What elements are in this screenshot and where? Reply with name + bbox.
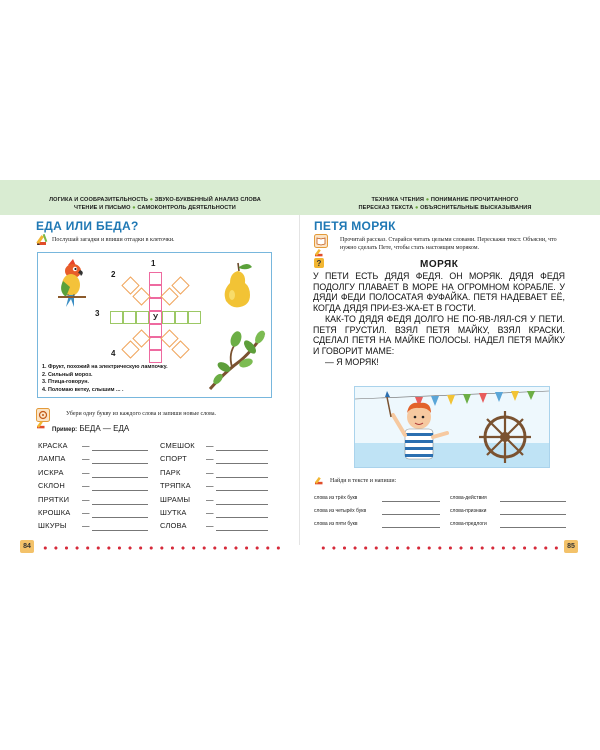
- answer-line[interactable]: [500, 514, 566, 515]
- page-spine: [299, 215, 300, 545]
- crossword-number-4: 4: [111, 349, 116, 358]
- word-right: СМЕШОК: [160, 441, 195, 450]
- clue-4: 4. Поломаю ветку, слышим ... .: [42, 386, 124, 393]
- word-left: ШКУРЫ: [38, 521, 67, 531]
- dotted-border-left: [40, 546, 280, 550]
- left-page-title: ЕДА ИЛИ БЕДА?: [36, 219, 139, 233]
- answer-line[interactable]: [216, 463, 268, 464]
- word-dash: —: [82, 454, 90, 464]
- answer-line[interactable]: [382, 514, 440, 515]
- answer-label: слова из трёх букв: [314, 495, 358, 501]
- answer-line[interactable]: [92, 450, 148, 451]
- word-dash: —: [206, 454, 214, 464]
- read-icon: [314, 234, 328, 248]
- parrot-icon: [54, 257, 92, 309]
- pear-icon: [218, 259, 258, 311]
- dotted-border-right: [318, 546, 560, 550]
- crossword-clues: [42, 364, 168, 394]
- task2-right-instruction: Найди в тексте и напиши:: [330, 478, 397, 484]
- word-dash: —: [206, 467, 214, 477]
- story-instruction: Прочитай рассказ. Старайся читать целыми словами. Перескажи текст. Объясни, что нужно сделать Пете, чтобы стать настоящим моряком.: [340, 237, 557, 251]
- crossword-number-2: 2: [111, 270, 116, 279]
- clue-2: 2. Сильный мороз.: [42, 371, 93, 378]
- word-right: ТРЯПКА: [160, 481, 191, 491]
- story-title: МОРЯК: [420, 259, 459, 270]
- answer-line[interactable]: [382, 501, 440, 502]
- crossword-cell[interactable]: [175, 311, 188, 324]
- crossword-cell[interactable]: [149, 298, 162, 311]
- word-dash: —: [206, 508, 214, 517]
- answer-line[interactable]: [92, 477, 148, 478]
- word-right: ПАРК: [160, 467, 181, 477]
- story-paragraph: КАК-ТО ДЯДЯ ФЕДЯ ДОЛГО НЕ ПО-ЯВ-ЛЯЛ-СЯ У ПЕТИ. ПЕТЯ ГРУСТИЛ. ВЗЯЛ ПЕТЯ МАЙКУ, ВЗЯЛ КРАСКИ. СДЕЛАЛ ПЕТЯ НА МАЙКЕ ПОЛОСЫ. НАДЕЛ ПЕТЯ МАЙКУ И ГОВОРИТ МАМЕ:: [313, 313, 565, 356]
- answer-label: слова из пяти букв: [314, 521, 358, 527]
- word-left: КРОШКА: [38, 508, 71, 517]
- page-number-right: 85: [564, 540, 578, 553]
- story-paragraph: — Я МОРЯК!: [325, 356, 379, 367]
- page-number-left: 84: [20, 540, 34, 553]
- word-dash: —: [82, 521, 90, 531]
- answer-line[interactable]: [92, 504, 148, 505]
- answer-line[interactable]: [216, 517, 268, 518]
- answer-line[interactable]: [216, 477, 268, 478]
- word-dash: —: [82, 494, 90, 504]
- answer-line[interactable]: [382, 527, 440, 528]
- word-dash: —: [206, 441, 214, 450]
- word-left: ПРЯТКИ: [38, 494, 70, 504]
- word-dash: —: [206, 521, 214, 531]
- crossword-cell[interactable]: [149, 324, 162, 337]
- story-text: [313, 271, 565, 367]
- task1-instruction: Послушай загадки и впиши отгадки в клеточки.: [52, 237, 175, 243]
- answer-label: слова-предлоги: [450, 521, 487, 527]
- crossword-cell[interactable]: [136, 311, 149, 324]
- word-dash: —: [206, 494, 214, 504]
- clue-3: 3. Птица-говорун.: [42, 379, 89, 385]
- word-dash: —: [82, 508, 90, 517]
- word-right: СПОРТ: [160, 454, 187, 464]
- answer-line[interactable]: [92, 490, 148, 491]
- question-icon: [314, 258, 324, 268]
- answer-label: слова-действия: [450, 495, 487, 501]
- branch-icon: [206, 327, 268, 393]
- crossword-cell[interactable]: [188, 311, 201, 324]
- word-left: ИСКРА: [38, 467, 64, 477]
- pencil-icon: [36, 420, 48, 430]
- word-dash: —: [82, 481, 90, 491]
- crossword-cell[interactable]: [110, 311, 123, 324]
- answer-label: слова-признаки: [450, 508, 487, 514]
- example-label: Пример:: [52, 427, 78, 433]
- pencil-icon: [36, 233, 50, 247]
- crossword-cell[interactable]: [162, 311, 175, 324]
- left-header: ЛОГИКА И СООБРАЗИТЕЛЬНОСТЬ ● ЗВУКО-БУКВЕННЫЙ АНАЛИЗ СЛОВА ЧТЕНИЕ И ПИСЬМО ● САМОКОНТРОЛЬ ДЕЯТЕЛЬНОСТИ: [49, 197, 261, 211]
- word-dash: —: [206, 481, 214, 491]
- clue-1: 1. Фрукт, похожий на электрическую лампочку.: [42, 364, 168, 370]
- crossword-cell[interactable]: [149, 350, 162, 363]
- word-left: КРАСКА: [38, 441, 68, 450]
- word-dash: —: [82, 441, 90, 450]
- answer-line[interactable]: [216, 490, 268, 491]
- story-paragraph: У ПЕТИ ЕСТЬ ДЯДЯ ФЕДЯ. ОН МОРЯК. ДЯДЯ ФЕДЯ ПОДОЛГУ ПЛАВАЕТ В МОРЕ НА ОГРОМНОМ КОРАБЛЕ. У ДЯДИ ФЕДИ ПОЛОСАТАЯ ФУФАЙКА. ПЕТЯ НАДЕВАЕТ ЕЁ, КОГДА ДЯДЯ ПРИ-ЕЗ-ЖА-ЕТ В ГОСТИ.: [313, 271, 565, 314]
- word-dash: —: [82, 467, 90, 477]
- crossword-cell[interactable]: [123, 311, 136, 324]
- answer-line[interactable]: [92, 463, 148, 464]
- crossword-cell[interactable]: [149, 272, 162, 285]
- svg-text:?: ?: [316, 259, 322, 268]
- answer-line[interactable]: [500, 527, 566, 528]
- sailor-boy-illustration: [354, 386, 550, 468]
- pencil-icon: [314, 476, 326, 486]
- word-left: СКЛОН: [38, 481, 65, 491]
- word-right: ШРАМЫ: [160, 494, 191, 504]
- crossword-cell-given: У: [149, 311, 162, 324]
- example-text: БЕДА — ЕДА: [79, 424, 130, 433]
- answer-line[interactable]: [216, 530, 268, 531]
- answer-line[interactable]: [216, 450, 268, 451]
- answer-line[interactable]: [92, 530, 148, 531]
- word-left: ЛАМПА: [38, 454, 66, 464]
- answer-line[interactable]: [216, 504, 268, 505]
- right-header: ТЕХНИКА ЧТЕНИЯ ● ПОНИМАНИЕ ПРОЧИТАННОГО ПЕРЕСКАЗ ТЕКСТА ● ОБЪЯСНИТЕЛЬНЫЕ ВЫСКАЗЫВАНИЯ: [358, 197, 532, 211]
- task2-instruction: Убери одну букву из каждого слова и запиши новые слова.: [66, 411, 217, 417]
- answer-label: слова из четырёх букв: [314, 508, 367, 514]
- answer-line[interactable]: [92, 517, 148, 518]
- pencil-icon: [314, 248, 326, 258]
- word-right: ШУТКА: [160, 508, 187, 517]
- right-page-title: ПЕТЯ МОРЯК: [314, 219, 396, 233]
- crossword-number-3: 3: [95, 309, 100, 318]
- crossword-number-1: 1: [151, 259, 156, 268]
- answer-line[interactable]: [500, 501, 566, 502]
- word-right: СЛОВА: [160, 521, 187, 531]
- example: [52, 424, 129, 433]
